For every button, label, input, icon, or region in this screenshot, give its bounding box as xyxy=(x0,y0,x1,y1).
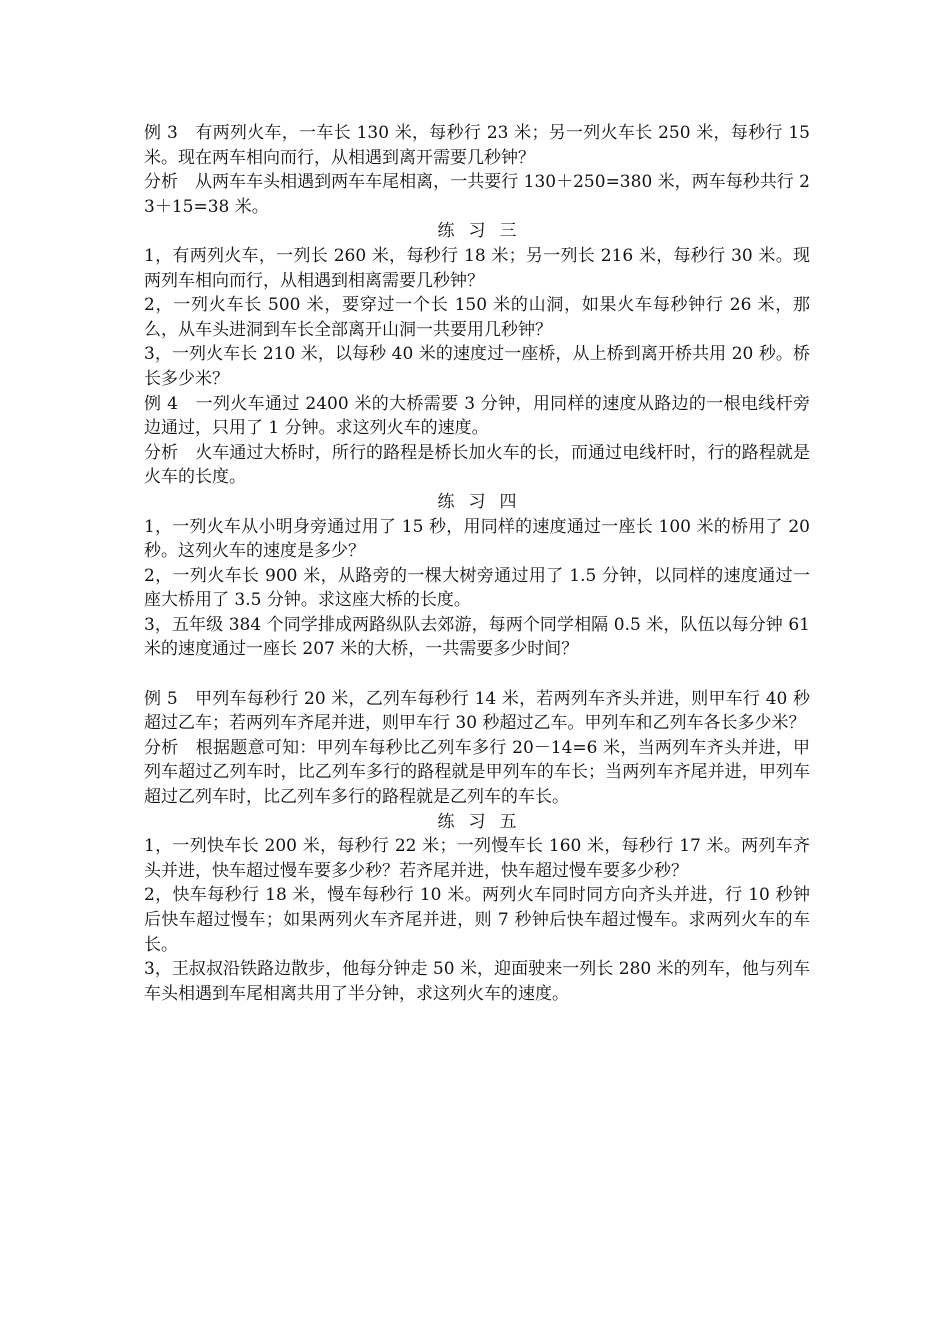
exercise-3-q3: 3，一列火车长 210 米，以每秒 40 米的速度过一座桥，从上桥到离开桥共用 20 秒。桥长多少米？ xyxy=(144,344,810,389)
blank-line xyxy=(144,662,810,687)
analysis-3: 分析 从两车车头相遇到两车车尾相离，一共要行 130＋250=380 米，两车每秒共行 23＋15=38 米。 xyxy=(144,172,810,217)
exercise-5-q3: 3，王叔叔沿铁路边散步，他每分钟走 50 米，迎面驶来一列长 280 米的列车，他与列车车头相遇到车尾相离共用了半分钟，求这列火车的速度。 xyxy=(144,959,810,1004)
exercise-5-q2: 2，快车每秒行 18 米，慢车每秒行 10 米。两列火车同时同方向齐头并进，行 10 秒钟后快车超过慢车；如果两列火车齐尾并进，则 7 秒钟后快车超过慢车。求两列火车的车长。 xyxy=(144,885,810,955)
exercise-5-q1: 1，一列快车长 200 米，每秒行 22 米；一列慢车长 160 米，每秒行 17 米。两列车齐头并进，快车超过慢车要多少秒？若齐尾并进，快车超过慢车要多少秒？ xyxy=(144,836,810,881)
exercise-3-heading: 练习三 xyxy=(437,221,531,242)
exercise-4-q3: 3，五年级 384 个同学排成两路纵队去郊游，每两个同学相隔 0.5 米，队伍以每分钟 61 米的速度通过一座长 207 米的大桥，一共需要多少时间？ xyxy=(144,614,810,660)
analysis-5: 分析 根据题意可知：甲列车每秒比乙列车多行 20－14=6 米，当两列车齐头并进，甲列车超过乙列车时，比乙列车多行的路程就是甲列车的车长；当两列车齐尾并进，甲列车超过乙列车时，比乙列车多行的路程就是乙列车的车长。 xyxy=(144,737,810,808)
exercise-4-q2: 2，一列火车长 900 米，从路旁的一棵大树旁通过用了 1.5 分钟，以同样的速度通过一座大桥用了 3.5 分钟。求这座大桥的长度。 xyxy=(144,565,810,611)
example-3: 例 3 有两列火车，一车长 130 米，每秒行 23 米；另一列火车长 250 米，每秒行 15 米。现在两车相向而行，从相遇到离开需要几秒钟？ xyxy=(144,123,810,168)
example-5: 例 5 甲列车每秒行 20 米，乙列车每秒行 14 米，若两列车齐头并进，则甲车行 40 秒超过乙车；若两列车齐尾并进，则甲车行 30 秒超过乙车。甲列车和乙列车各长多少米？ xyxy=(144,688,810,734)
exercise-4-heading: 练习四 xyxy=(437,491,531,512)
exercise-4-q1: 1，一列火车从小明身旁通过用了 15 秒，用同样的速度通过一座长 100 米的桥用了 20 秒。这列火车的速度是多少？ xyxy=(144,516,810,562)
exercise-5-heading: 练习五 xyxy=(437,811,531,832)
exercise-3-q1: 1，有两列火车，一列长 260 米，每秒行 18 米；另一列长 216 米，每秒行 30 米。现两列车相向而行，从相遇到相离需要几秒钟？ xyxy=(144,245,810,291)
exercise-3-q2: 2，一列火车长 500 米，要穿过一个长 150 米的山洞，如果火车每秒钟行 26 米，那么，从车头进洞到车长全部离开山洞一共要用几秒钟？ xyxy=(144,295,810,340)
analysis-4: 分析 火车通过大桥时，所行的路程是桥长加火车的长，而通过电线杆时，行的路程就是火车的长度。 xyxy=(144,442,810,488)
example-4: 例 4 一列火车通过 2400 米的大桥需要 3 分钟，用同样的速度从路边的一根电线杆旁边通过，只用了 1 分钟。求这列火车的速度。 xyxy=(144,393,810,439)
